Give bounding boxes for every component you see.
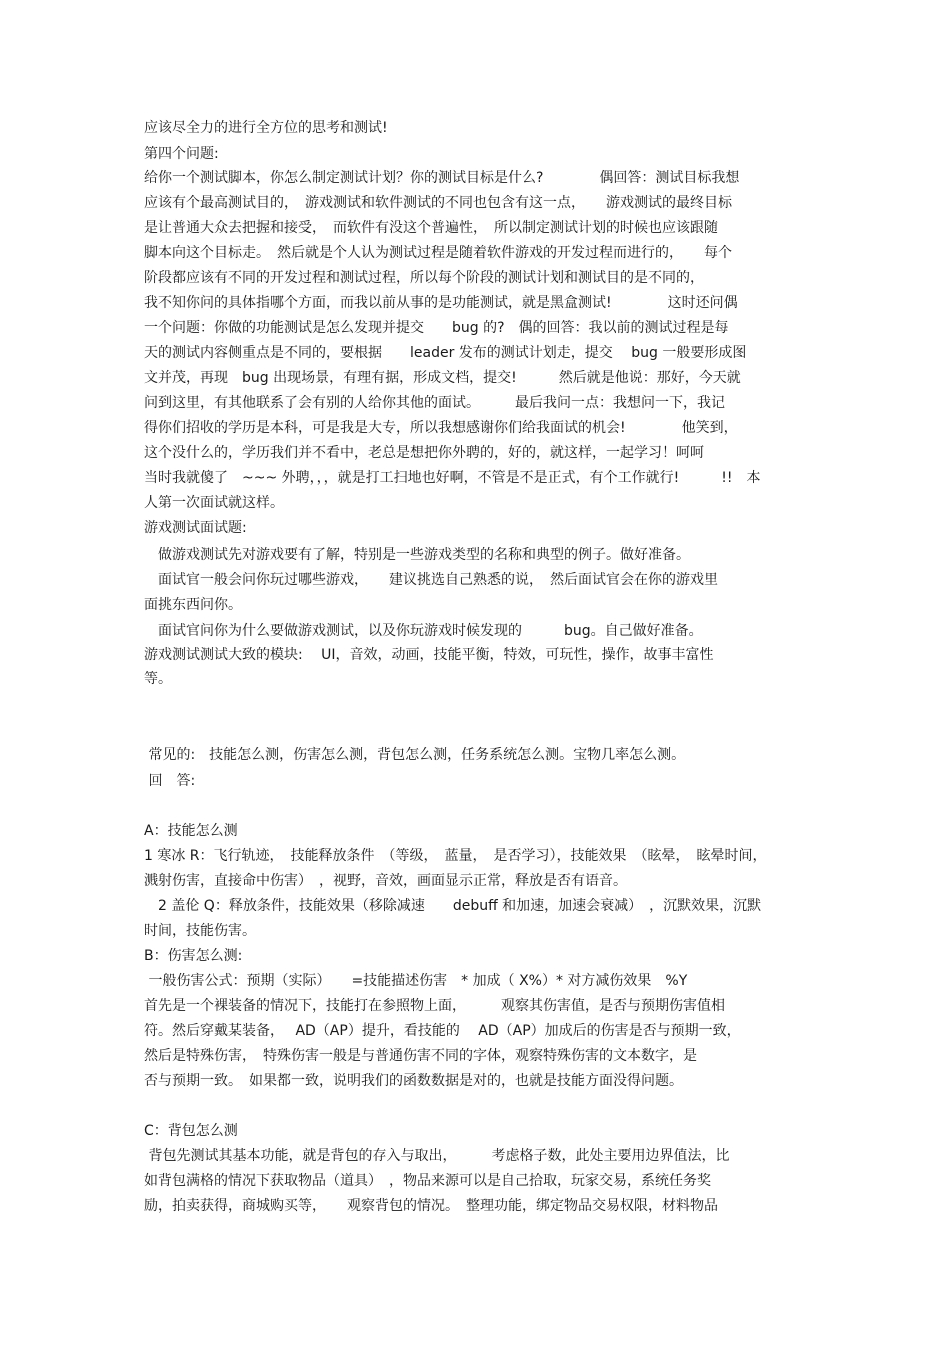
section-heading: A：技能怎么测 [144,823,238,839]
text-line: 问到这里，有其他联系了会有别的人给你其他的面试。 最后我问一点：我想问一下，我记 [144,395,725,411]
text-line: 应该尽全力的进行全方位的思考和测试! [144,120,388,136]
text-line: 这个没什么的，学历我们并不看中，老总是想把你外聘的，好的，就这样，一起学习！呵呵 [144,445,704,461]
text-line: 1 寒冰 R：飞行轨迹， 技能释放条件 （等级， 蓝量， 是否学习），技能效果 （眩晕， 眩晕时间， [144,848,767,864]
text-line: 我不知你问的具体指哪个方面，而我以前从事的是功能测试，就是黑盒测试! 这时还问偶 [144,295,738,311]
text-line: 一个问题：你做的功能测试是怎么发现并提交 bug 的? 偶的回答：我以前的测试过程是每 [144,320,729,336]
text-line: 人第一次面试就这样。 [144,495,284,511]
text-line: 时间，技能伤害。 [144,923,256,939]
text-line: 第四个问题: [144,146,219,162]
text-line: 文并茂，再现 bug 出现场景，有理有据，形成文档，提交! 然后就是他说：那好，今天就 [144,370,741,386]
section-heading: 游戏测试面试题: [144,520,247,536]
text-line: 否与预期一致。 如果都一致，说明我们的函数数据是对的，也就是技能方面没得问题。 [144,1073,683,1089]
text-line: 是让普通大众去把握和接受， 而软件有没这个普遍性， 所以制定测试计划的时候也应该跟随 [144,220,718,236]
text-line: 溅射伤害，直接命中伤害） ，视野，音效，画面显示正常，释放是否有语音。 [144,873,627,889]
text-line: 常见的: 技能怎么测，伤害怎么测，背包怎么测，任务系统怎么测。宝物几率怎么测。 [144,747,686,763]
text-line: 游戏测试测试大致的模块: UI，音效，动画，技能平衡，特效，可玩性，操作，故事丰富性 [144,647,714,663]
text-line: 面挑东西问你。 [144,597,242,613]
text-line: 脚本向这个目标走。 然后就是个人认为测试过程是随着软件游戏的开发过程而进行的， 每个 [144,245,732,261]
text-line: 符。然后穿戴某装备， AD（AP）提升，看技能的 AD（AP）加成后的伤害是否与预期一致， [144,1023,741,1039]
text-line: 应该有个最高测试目的， 游戏测试和软件测试的不同也包含有这一点， 游戏测试的最终目标 [144,195,732,211]
text-line: 首先是一个裸装备的情况下，技能打在参照物上面， 观察其伤害值，是否与预期伤害值相 [144,998,725,1014]
text-line: 面试官问你为什么要做游戏测试，以及你玩游戏时候发现的 bug。自己做好准备。 [144,623,703,639]
text-line: 如背包满格的情况下获取物品（道具） ，物品来源可以是自己拾取，玩家交易，系统任务奖 [144,1173,711,1189]
text-line: 天的测试内容侧重点是不同的，要根据 leader 发布的测试计划走，提交 bug 一般要形成图 [144,345,747,361]
section-heading: C：背包怎么测 [144,1123,238,1139]
text-line: 背包先测试其基本功能，就是背包的存入与取出， 考虑格子数，此处主要用边界值法，比 [144,1148,730,1164]
text-line: 励，拍卖获得，商城购买等， 观察背包的情况。 整理功能，绑定物品交易权限，材料物品 [144,1198,718,1214]
text-line: 然后是特殊伤害， 特殊伤害一般是与普通伤害不同的字体，观察特殊伤害的文本数字，是 [144,1048,697,1064]
text-line: 当时我就傻了 ~~~ 外聘，，，就是打工扫地也好啊，不管是不是正式，有个工作就行! !! 本 [144,470,761,486]
section-heading: B：伤害怎么测: [144,948,243,964]
text-line: 等。 [144,671,172,687]
text-line: 一般伤害公式：预期（实际） =技能描述伤害 * 加成（ X%）* 对方减伤效果 %Y [144,973,688,989]
text-line: 回 答: [144,773,196,789]
text-line: 面试官一般会问你玩过哪些游戏， 建议挑选自己熟悉的说， 然后面试官会在你的游戏里 [144,572,718,588]
text-line: 2 盖伦 Q：释放条件，技能效果（移除减速 debuff 和加速，加速会衰减） ，沉默效果，沉默 [144,898,762,914]
text-line: 给你一个测试脚本，你怎么制定测试计划？你的测试目标是什么? 偶回答：测试目标我想 [144,170,740,186]
text-line: 得你们招收的学历是本科，可是我是大专，所以我想感谢你们给我面试的机会! 他笑到， [144,420,738,436]
text-line: 做游戏测试先对游戏要有了解，特别是一些游戏类型的名称和典型的例子。做好准备。 [144,547,690,563]
text-line: 阶段都应该有不同的开发过程和测试过程，所以每个阶段的测试计划和测试目的是不同的， [144,270,704,286]
